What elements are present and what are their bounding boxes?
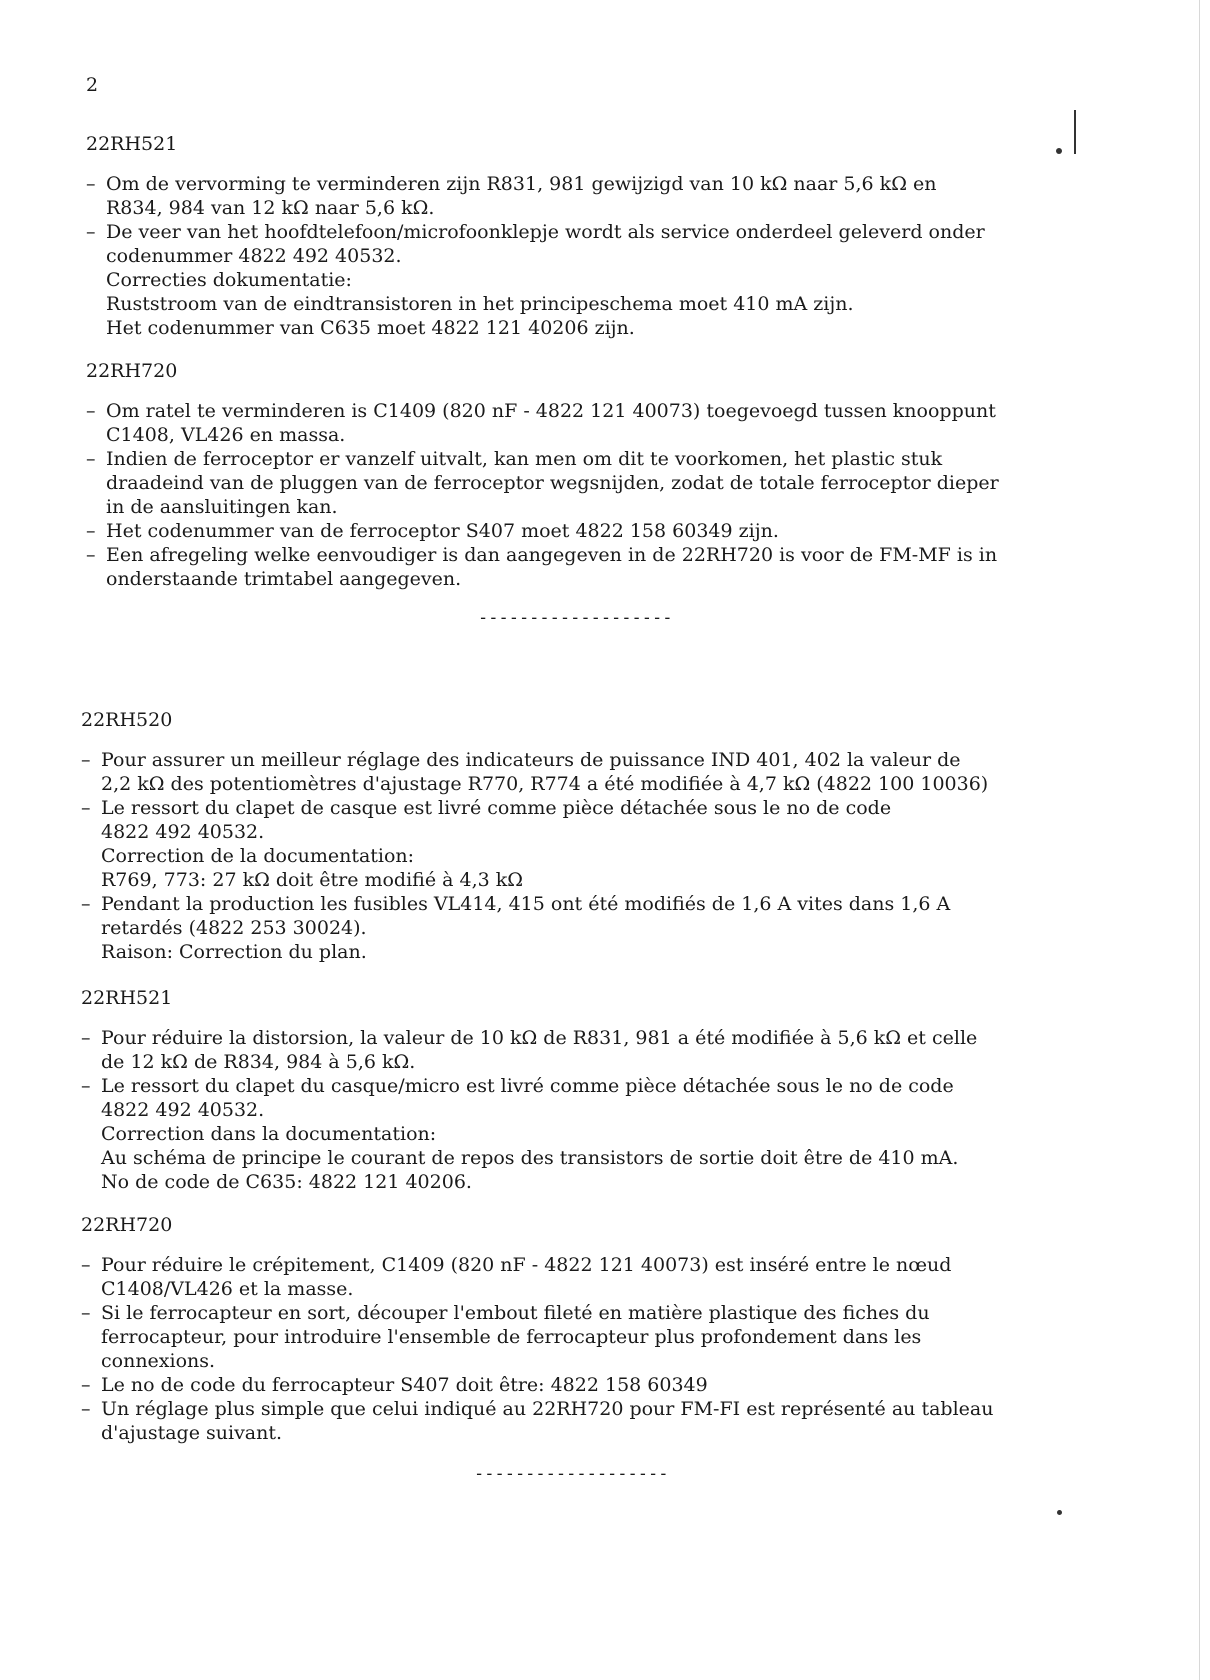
list-item [81,748,1071,796]
text-line: in de aansluitingen kan. [106,496,338,518]
list-item [81,796,1071,892]
list-item [81,1253,1071,1301]
list-item [81,892,1071,964]
text-line: No de code de C635: 4822 121 40206. [101,1171,472,1193]
text-line: Raison: Correction du plan. [101,941,367,963]
separator-line: ------------------- [478,608,673,628]
list-item [86,172,1076,220]
text-line: – Indien de ferroceptor er vanzelf uitvalt, kan men om dit te voorkomen, het plastic stuk [106,448,943,470]
text-line: Correction dans la documentation: [101,1123,437,1145]
text-line: R834, 984 van 12 kΩ naar 5,6 kΩ. [106,197,435,219]
text-line: C1408/VL426 et la masse. [101,1278,354,1300]
text-line: 4822 492 40532. [101,821,265,843]
page-number: 2 [86,74,99,96]
model-heading: 22RH521 [86,133,178,155]
list-item [86,447,1076,519]
text-line: Correction de la documentation: [101,845,415,867]
text-line: Ruststroom van de eindtransistoren in het principeschema moet 410 mA zijn. [106,293,854,315]
text-line: Correcties dokumentatie: [106,269,352,291]
text-line: – Pendant la production les fusibles VL414, 415 ont été modifiés de 1,6 A vites dans 1,6 A [101,893,951,915]
text-line: d'ajustage suivant. [101,1422,283,1444]
scan-mark [1057,1510,1062,1515]
text-line: Het codenummer van C635 moet 4822 121 40206 zijn. [106,317,635,339]
list-item [86,519,1076,543]
text-line: – Het codenummer van de ferroceptor S407 moet 4822 158 60349 zijn. [106,520,779,542]
section-nl-22rh521 [86,132,1076,340]
section-nl-22rh720 [86,359,1076,591]
text-line: 2,2 kΩ des potentiomètres d'ajustage R770, R774 a été modifiée à 4,7 kΩ (4822 100 10036) [101,773,989,795]
list-item [86,399,1076,447]
list-item [81,1373,1071,1397]
section-fr-22rh720 [81,1213,1071,1445]
text-line: draadeind van de pluggen van de ferroceptor wegsnijden, zodat de totale ferroceptor dieper [106,472,999,494]
scan-margin-line [1199,0,1200,1680]
text-line: Au schéma de principe le courant de repos des transistors de sortie doit être de 410 mA. [101,1147,959,1169]
section-fr-22rh520 [81,708,1071,964]
text-line: – Pour assurer un meilleur réglage des indicateurs de puissance IND 401, 402 la valeur de [101,749,961,771]
section-fr-22rh521 [81,986,1071,1194]
text-line: – Le ressort du clapet de casque est livré comme pièce détachée sous le no de code [101,797,892,819]
text-line: – Le no de code du ferrocapteur S407 doit être: 4822 158 60349 [101,1374,708,1396]
list-item [81,1397,1071,1445]
text-line: – Le ressort du clapet du casque/micro est livré comme pièce détachée sous le no de code [101,1075,954,1097]
model-heading: 22RH720 [86,360,178,382]
text-line: R769, 773: 27 kΩ doit être modifié à 4,3 kΩ [101,869,524,891]
text-line: – De veer van het hoofdtelefoon/microfoonklepje wordt als service onderdeel geleverd onder [106,221,985,243]
separator-line: ------------------- [474,1464,669,1484]
text-line: – Pour réduire la distorsion, la valeur de 10 kΩ de R831, 981 a été modifiée à 5,6 kΩ et celle [101,1027,978,1049]
text-line: – Om de vervorming te verminderen zijn R831, 981 gewijzigd van 10 kΩ naar 5,6 kΩ en [106,173,937,195]
text-line: – Pour réduire le crépitement, C1409 (820 nF - 4822 121 40073) est inséré entre le nœud [101,1254,952,1276]
text-line: C1408, VL426 en massa. [106,424,346,446]
text-line: – Un réglage plus simple que celui indiqué au 22RH720 pour FM-FI est représenté au tableau [101,1398,994,1420]
text-line: ferrocapteur, pour introduire l'ensemble de ferrocapteur plus profondement dans les [101,1326,922,1348]
text-line: – Een afregeling welke eenvoudiger is dan aangegeven in de 22RH720 is voor de FM-MF is in [106,544,998,566]
text-line: 4822 492 40532. [101,1099,265,1121]
model-heading: 22RH720 [81,1214,173,1236]
model-heading: 22RH520 [81,709,173,731]
text-line: connexions. [101,1350,216,1372]
text-line: – Si le ferrocapteur en sort, découper l'embout fileté en matière plastique des fiches du [101,1302,930,1324]
text-line: codenummer 4822 492 40532. [106,245,402,267]
list-item [86,220,1076,340]
text-line: onderstaande trimtabel aangegeven. [106,568,462,590]
list-item [81,1074,1071,1194]
list-item [81,1301,1071,1373]
text-line: – Om ratel te verminderen is C1409 (820 nF - 4822 121 40073) toegevoegd tussen knooppunt [106,400,996,422]
text-line: retardés (4822 253 30024). [101,917,367,939]
list-item [81,1026,1071,1074]
list-item [86,543,1076,591]
text-line: de 12 kΩ de R834, 984 à 5,6 kΩ. [101,1051,416,1073]
model-heading: 22RH521 [81,987,173,1009]
